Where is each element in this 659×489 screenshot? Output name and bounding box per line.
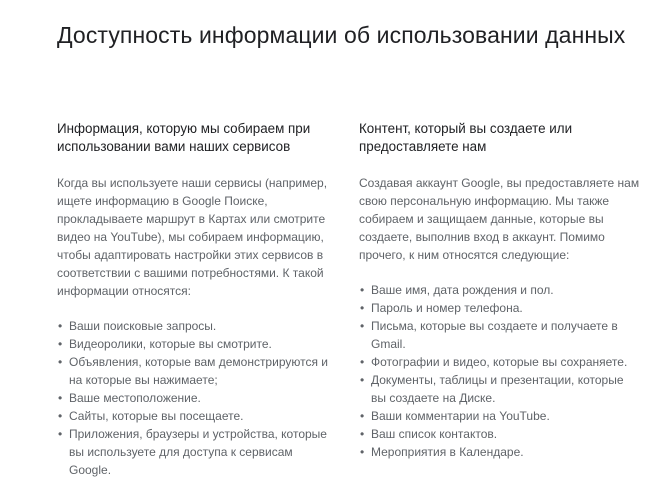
list-item-text: Google. [69, 463, 112, 477]
list-item [57, 389, 327, 407]
bullet-icon: • [360, 355, 365, 369]
list-item [57, 317, 327, 335]
heading-line: Информация, которую мы собираем при [57, 121, 311, 136]
list-item [359, 317, 631, 353]
your-content-heading [359, 120, 631, 156]
collected-info-paragraph [57, 174, 327, 300]
collected-info-heading [57, 120, 327, 156]
list-item-text: Ваше имя, дата рождения и пол. [371, 283, 554, 297]
paragraph-line: создаете, выполнив вход в аккаунт. Помимо [359, 230, 605, 244]
list-item-text: вы создаете на Диске. [371, 391, 496, 405]
bullet-icon: • [360, 427, 365, 441]
bullet-icon: • [58, 355, 63, 369]
paragraph-line: собираем и защищаем данные, которые вы [359, 212, 604, 226]
collected-info-column [57, 120, 327, 479]
bullet-icon: • [58, 427, 63, 441]
bullet-icon: • [58, 409, 63, 423]
list-item-text: Ваш список контактов. [371, 427, 498, 441]
list-item-text: Мероприятия в Календаре. [371, 445, 524, 459]
bullet-icon: • [360, 445, 365, 459]
heading-line: Контент, который вы создаете или [359, 121, 573, 136]
bullet-icon: • [360, 283, 365, 297]
list-item [359, 353, 631, 371]
list-item-text: Приложения, браузеры и устройства, которые [69, 427, 327, 441]
list-item-text: Объявления, которые вам демонстрируются и [69, 355, 328, 369]
bullet-icon: • [58, 337, 63, 351]
paragraph-line: прочего, к ним относятся следующие: [359, 248, 570, 262]
list-item [57, 353, 327, 389]
list-item [57, 407, 327, 425]
list-item-text: Сайты, которые вы посещаете. [69, 409, 244, 423]
paragraph-line: видео на YouTube), мы собираем информацию, [57, 230, 324, 244]
paragraph-line: прокладываете маршрут в Картах или смотрите [57, 212, 326, 226]
list-item [57, 425, 327, 479]
bullet-icon: • [58, 391, 63, 405]
page-title: Доступность информации об использовании данных [57, 22, 626, 48]
list-item [359, 443, 631, 461]
heading-line: предоставляете нам [359, 139, 487, 154]
list-item-text: Gmail. [371, 337, 406, 351]
list-item-text: Пароль и номер телефона. [371, 301, 523, 315]
collected-info-list [57, 317, 327, 479]
list-item-text: Видеоролики, которые вы смотрите. [69, 337, 272, 351]
paragraph-line: соответствии с вашими потребностями. К такой [57, 266, 324, 280]
list-item [359, 371, 631, 407]
list-item-text: Фотографии и видео, которые вы сохраняете. [371, 355, 628, 369]
bullet-icon: • [360, 409, 365, 423]
list-item-text: вы используете для доступа к сервисам [69, 445, 293, 459]
paragraph-line: ищете информацию в Google Поиске, [57, 194, 268, 208]
list-item-text: Документы, таблицы и презентации, которые [371, 373, 624, 387]
bullet-icon: • [58, 319, 63, 333]
list-item [359, 281, 631, 299]
list-item-text: Ваши поисковые запросы. [69, 319, 217, 333]
paragraph-line: чтобы адаптировать настройки этих сервисов в [57, 248, 324, 262]
list-item [359, 299, 631, 317]
list-item-text: Ваше местоположение. [69, 391, 201, 405]
bullet-icon: • [360, 301, 365, 315]
heading-line: использовании вами наших сервисов [57, 139, 291, 154]
bullet-icon: • [360, 373, 365, 387]
your-content-paragraph [359, 174, 640, 264]
paragraph-line: свою персональную информацию. Мы также [359, 194, 610, 208]
list-item-text: на которые вы нажимаете; [69, 373, 218, 387]
paragraph-line: информации относятся: [57, 284, 191, 298]
list-item [359, 407, 631, 425]
bullet-icon: • [360, 319, 365, 333]
your-content-list [359, 281, 631, 461]
paragraph-line: Создавая аккаунт Google, вы предоставляете нам [359, 176, 640, 190]
paragraph-line: Когда вы используете наши сервисы (например, [57, 176, 328, 190]
list-item-text: Ваши комментарии на YouTube. [371, 409, 550, 423]
list-item-text: Письма, которые вы создаете и получаете в [371, 319, 618, 333]
list-item [57, 335, 327, 353]
list-item [359, 425, 631, 443]
your-content-column [359, 120, 640, 461]
